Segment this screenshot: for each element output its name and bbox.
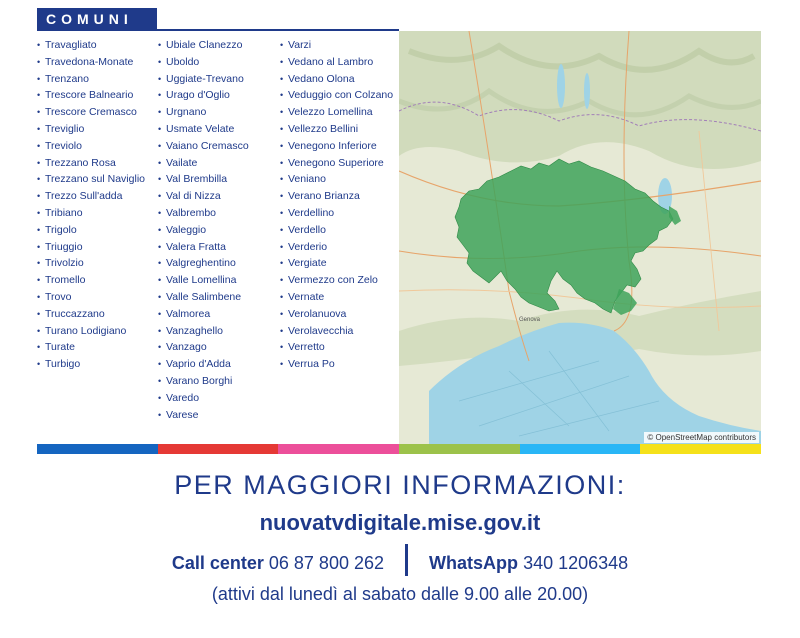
comuni-column-1: [37, 40, 157, 376]
comune-item: • Val Brembilla: [158, 174, 278, 186]
comune-item: • Trezzano Rosa: [37, 158, 157, 170]
comune-item: • Venegono Inferiore: [280, 141, 398, 153]
comune-item: • Vermezzo con Zelo: [280, 275, 398, 287]
comune-item: • Vanzaghello: [158, 326, 278, 338]
section-header: [37, 8, 157, 30]
comune-item: • Valle Lomellina: [158, 275, 278, 287]
comune-item: • Valmorea: [158, 309, 278, 321]
color-bar-segment: [520, 444, 641, 454]
comune-item: • Verolavecchia: [280, 326, 398, 338]
comune-item: • Veniano: [280, 174, 398, 186]
comune-item: • Velezzo Lomellina: [280, 107, 398, 119]
comune-item: • Treviglio: [37, 124, 157, 136]
callcenter-number[interactable]: 06 87 800 262: [268, 552, 385, 573]
comune-item: • Trescore Balneario: [37, 90, 157, 102]
coverage-map: [399, 31, 761, 444]
comune-item: • Turate: [37, 342, 157, 354]
comune-item: • Vellezzo Bellini: [280, 124, 398, 136]
comune-item: • Urago d'Oglio: [158, 90, 278, 102]
comune-item: • Valbrembo: [158, 208, 278, 220]
comune-item: • Trescore Cremasco: [37, 107, 157, 119]
color-bar: [37, 444, 761, 454]
comune-item: • Varano Borghi: [158, 376, 278, 388]
comune-item: • Trivolzio: [37, 258, 157, 270]
comune-item: • Usmate Velate: [158, 124, 278, 136]
contacts-separator: [405, 544, 408, 576]
comune-item: • Varedo: [158, 393, 278, 405]
comune-item: • Turbigo: [37, 359, 157, 371]
comune-item: • Trezzo Sull'adda: [37, 191, 157, 203]
callcenter-label: Call center: [171, 552, 264, 573]
map-city-label: Genova: [519, 317, 541, 323]
map-graphic: [399, 31, 761, 444]
comune-item: • Truccazzano: [37, 309, 157, 321]
color-bar-segment: [158, 444, 279, 454]
comune-item: • Tribiano: [37, 208, 157, 220]
color-bar-segment: [640, 444, 761, 454]
comune-item: • Trezzano sul Naviglio: [37, 174, 157, 186]
comune-item: • Varzi: [280, 40, 398, 52]
comune-item: • Verolanuova: [280, 309, 398, 321]
top-strip: [0, 0, 800, 6]
whatsapp-label: WhatsApp: [429, 552, 519, 573]
comune-item: • Vailate: [158, 158, 278, 170]
comune-item: • Uboldo: [158, 57, 278, 69]
comune-item: • Trigolo: [37, 225, 157, 237]
color-bar-segment: [399, 444, 520, 454]
service-hours: (attivi dal lunedì al sabato dalle 9.00 alle 20.00): [211, 584, 589, 604]
comune-item: • Urgnano: [158, 107, 278, 119]
comune-item: • Venegono Superiore: [280, 158, 398, 170]
info-title: PER MAGGIORI INFORMAZIONI:: [174, 470, 626, 500]
comune-item: • Val di Nizza: [158, 191, 278, 203]
contacts-line: [0, 552, 800, 576]
comune-item: • Vernate: [280, 292, 398, 304]
lake: [557, 64, 565, 108]
whatsapp-number[interactable]: 340 1206348: [523, 552, 629, 573]
comune-item: • Uggiate-Trevano: [158, 74, 278, 86]
comune-item: • Varese: [158, 410, 278, 422]
comuni-column-3: [280, 40, 398, 376]
color-bar-segment: [37, 444, 158, 454]
comune-item: • Verderio: [280, 242, 398, 254]
comune-item: • Verano Brianza: [280, 191, 398, 203]
comune-item: • Valgreghentino: [158, 258, 278, 270]
comune-item: • Valeggio: [158, 225, 278, 237]
lake: [584, 73, 590, 109]
comune-item: • Travedona-Monate: [37, 57, 157, 69]
comune-item: • Vergiate: [280, 258, 398, 270]
comune-item: • Verretto: [280, 342, 398, 354]
comune-item: • Travagliato: [37, 40, 157, 52]
comune-item: • Vaiano Cremasco: [158, 141, 278, 153]
comune-item: • Veduggio con Colzano: [280, 90, 398, 102]
comune-item: • Valera Fratta: [158, 242, 278, 254]
comune-item: • Verrua Po: [280, 359, 398, 371]
color-bar-segment: [278, 444, 399, 454]
info-url[interactable]: nuovatvdigitale.mise.gov.it: [259, 510, 541, 535]
comune-item: • Tromello: [37, 275, 157, 287]
comune-item: • Vanzago: [158, 342, 278, 354]
comune-item: • Vedano al Lambro: [280, 57, 398, 69]
comune-item: • Vedano Olona: [280, 74, 398, 86]
comune-item: • Ubiale Clanezzo: [158, 40, 278, 52]
comune-item: • Vaprio d'Adda: [158, 359, 278, 371]
comune-item: • Trenzano: [37, 74, 157, 86]
map-attribution: © OpenStreetMap contributors: [644, 432, 759, 443]
comune-item: • Valle Salimbene: [158, 292, 278, 304]
comune-item: • Triuggio: [37, 242, 157, 254]
section-header-rule: [37, 29, 399, 31]
section-title: COMUNI: [46, 11, 133, 27]
comune-item: • Trovo: [37, 292, 157, 304]
comune-item: • Treviolo: [37, 141, 157, 153]
comune-item: • Verdello: [280, 225, 398, 237]
comune-item: • Turano Lodigiano: [37, 326, 157, 338]
comuni-column-2: [158, 40, 278, 426]
comune-item: • Verdellino: [280, 208, 398, 220]
